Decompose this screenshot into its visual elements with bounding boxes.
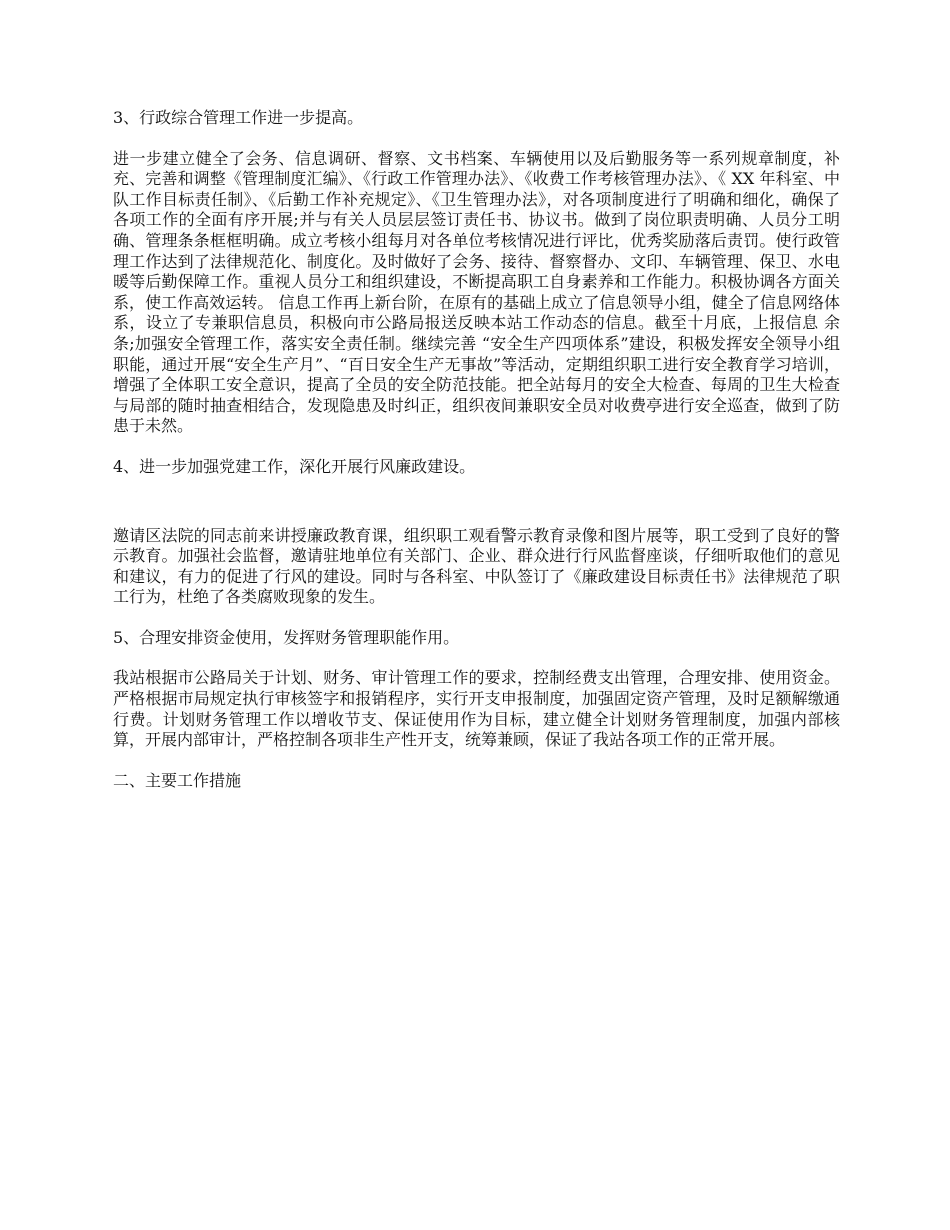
- section-4-heading: 4、进一步加强党建工作，深化开展行风廉政建设。: [113, 456, 476, 476]
- spacer: [113, 648, 840, 668]
- spacer: [113, 608, 840, 628]
- section-5-body: 我站根据市公路局关于计划、财务、审计管理工作的要求，控制经费支出管理，合理安排、使用资金。严格根据市局规定执行审核签字和报销程序，实行开支申报制度，加强固定资产管理，及时足额解缴通行费。计划财务管理工作以增收节支、保证使用作为目标，建立健全计划财务管理制度，加强内部核算，开展内部审计，严格控制各项非生产性开支，统筹兼顾，保证了我站各项工作的正常开展。: [113, 668, 840, 750]
- document-page: [113, 108, 840, 791]
- spacer: [113, 437, 840, 457]
- section-5-heading: 5、合理安排资金使用，发挥财务管理职能作用。: [113, 627, 460, 647]
- spacer: [113, 751, 840, 771]
- spacer: [113, 129, 840, 149]
- section-3-body: 进一步建立健全了会务、信息调研、督察、文书档案、车辆使用以及后勤服务等一系列规章制度，补充、完善和调整《管理制度汇编》、《行政工作管理办法》、《收费工作考核管理办法》、《 XX 年科室、中队工作目标责任制》、《后勤工作补充规定》、《卫生管理办法》，对各项制度进行了明确和细化，确保了各项工作的全面有序开展;并与有关人员层层签订责任书、协议书。做到了岗位职责明确、人员分工明确、管理条条框框明确。成立考核小组每月对各单位考核情况进行评比，优秀奖励落后责罚。使行政管理工作达到了法律规范化、制度化。及时做好了会务、接待、督察督办、文印、车辆管理、保卫、水电暖等后勤保障工作。重视人员分工和组织建设，不断提高职工自身素养和工作能力。积极协调各方面关系，使工作高效运转。 信息工作再上新台阶，在原有的基础上成立了信息领导小组，健全了信息网络体系，设立了专兼职信息员，积极向市公路局报送反映本站工作动态的信息。截至十月底，上报信息 余条;加强安全管理工作，落实安全责任制。继续完善 “安全生产四项体系”建设，积极发挥安全领导小组职能，通过开展“安全生产月”、“百日安全生产无事故”等活动，定期组织职工进行安全教育学习培训，增强了全体职工安全意识，提高了全员的安全防范技能。把全站每月的安全大检查、每周的卫生大检查与局部的随时抽查相结合，发现隐患及时纠正，组织夜间兼职安全员对收费亭进行安全巡查，做到了防患于未然。: [113, 148, 840, 436]
- part-2-heading: 二、主要工作措施: [113, 770, 242, 790]
- section-3-heading: 3、行政综合管理工作进一步提高。: [113, 108, 364, 127]
- spacer: [113, 478, 840, 526]
- section-4-body: 邀请区法院的同志前来讲授廉政教育课，组织职工观看警示教育录像和图片展等，职工受到了良好的警示教育。加强社会监督，邀请驻地单位有关部门、企业、群众进行行风监督座谈，仔细听取他们的意见和建议，有力的促进了行风的建设。同时与各科室、中队签订了《廉政建设目标责任书》法律规范了职工行为，杜绝了各类腐败现象的发生。: [113, 525, 840, 607]
